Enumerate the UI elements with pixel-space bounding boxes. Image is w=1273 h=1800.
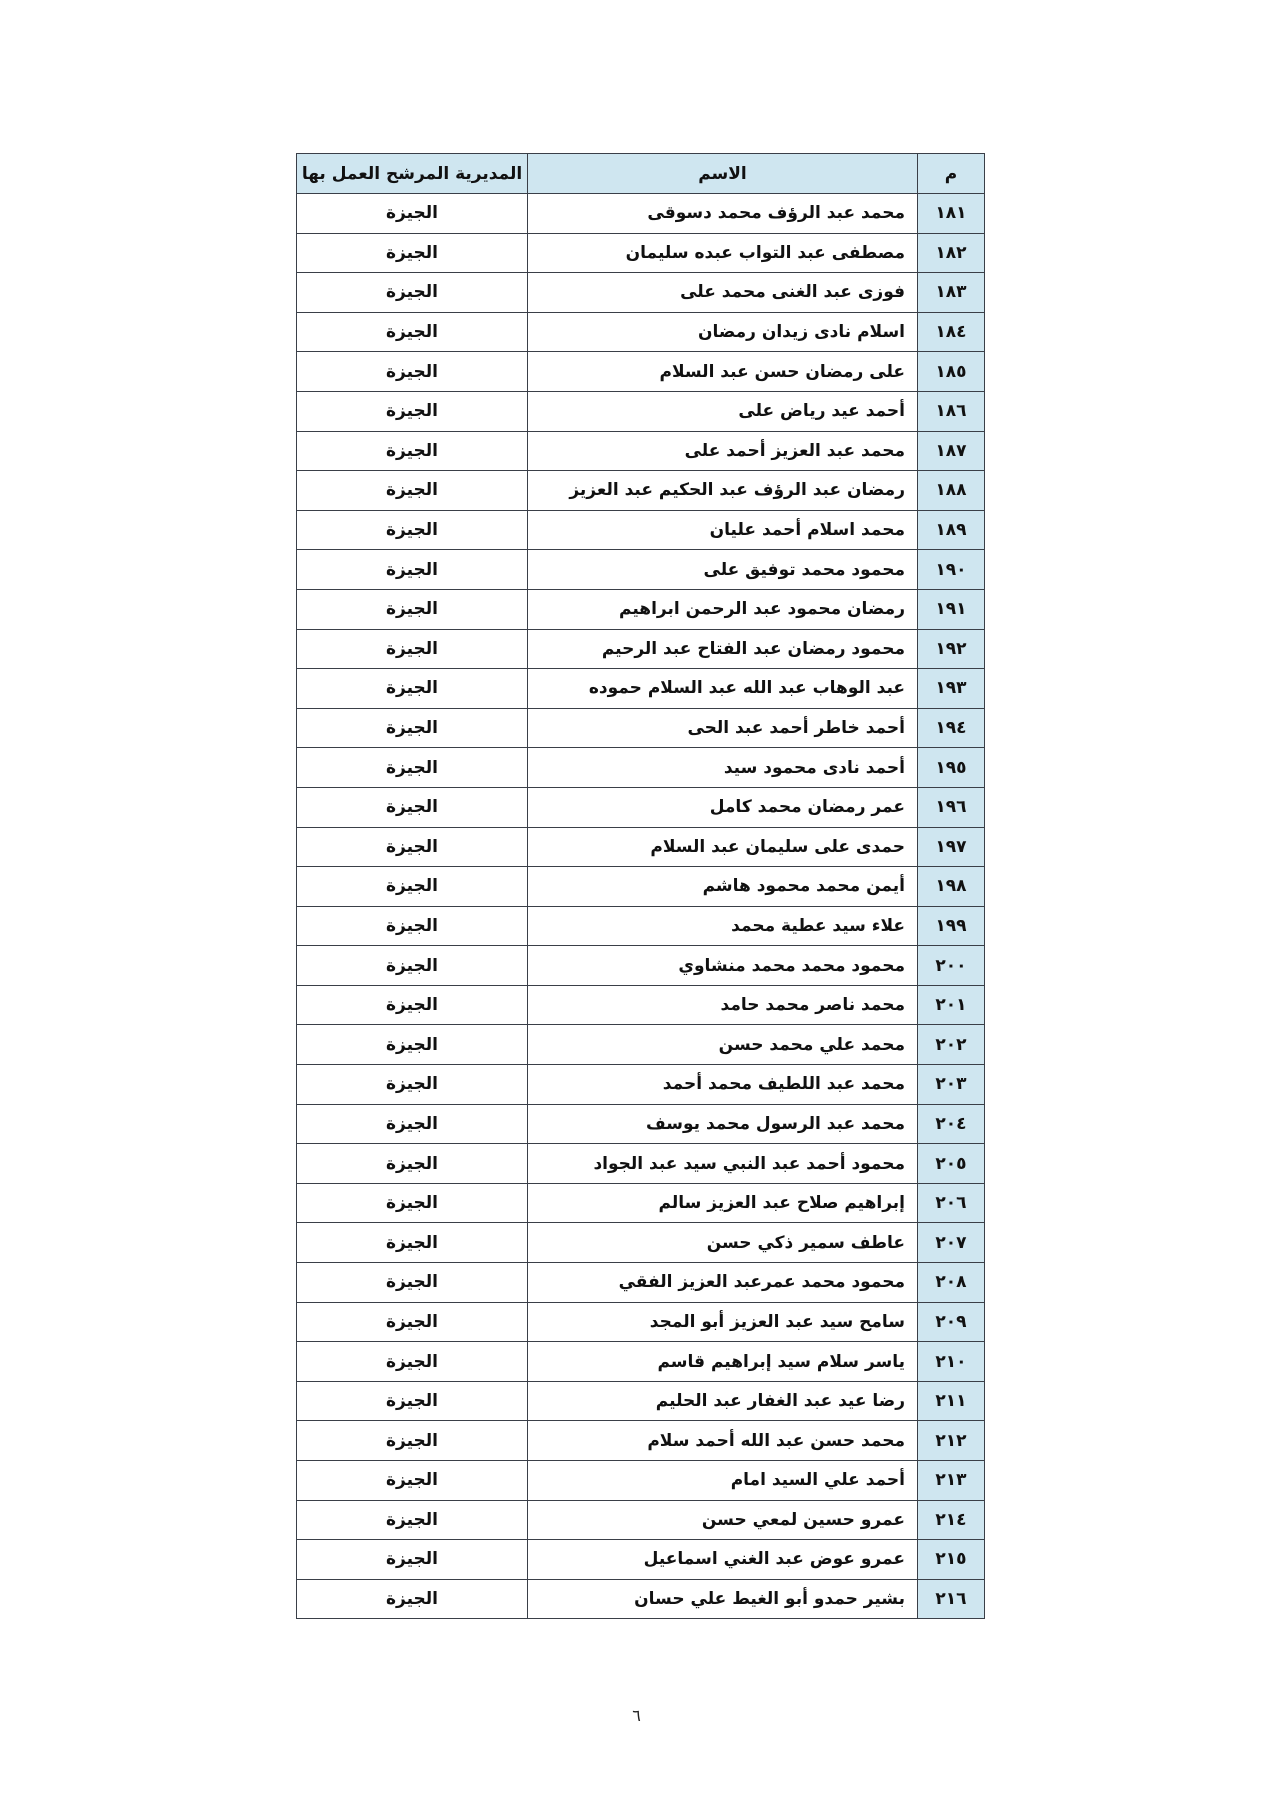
table-row (297, 1540, 985, 1580)
row-name: محمد عبد العزيز أحمد على (528, 431, 918, 471)
row-number: ٢٠٠ (918, 946, 985, 986)
row-name: محمد ناصر محمد حامد (528, 985, 918, 1025)
row-directorate: الجيزة (297, 233, 528, 273)
row-name: اسلام نادى زيدان رمضان (528, 312, 918, 352)
candidates-table (296, 153, 985, 1619)
row-number: ١٩٦ (918, 787, 985, 827)
row-directorate: الجيزة (297, 1025, 528, 1065)
table-row (297, 352, 985, 392)
row-name: محمد اسلام أحمد عليان (528, 510, 918, 550)
row-number: ٢٠١ (918, 985, 985, 1025)
header-directorate: المديرية المرشح العمل بها (297, 154, 528, 194)
table-row (297, 510, 985, 550)
row-name: عمرو حسين لمعي حسن (528, 1500, 918, 1540)
table-row (297, 1342, 985, 1382)
table-row (297, 194, 985, 234)
row-directorate: الجيزة (297, 748, 528, 788)
row-name: رضا عيد عبد الغفار عبد الحليم (528, 1381, 918, 1421)
row-directorate: الجيزة (297, 1540, 528, 1580)
row-number: ٢٠٩ (918, 1302, 985, 1342)
row-directorate: الجيزة (297, 1421, 528, 1461)
table-row (297, 550, 985, 590)
row-name: مصطفى عبد التواب عبده سليمان (528, 233, 918, 273)
row-name: أحمد عيد رياض على (528, 391, 918, 431)
row-directorate: الجيزة (297, 1065, 528, 1105)
row-directorate: الجيزة (297, 629, 528, 669)
row-directorate: الجيزة (297, 1183, 528, 1223)
table-row (297, 1461, 985, 1501)
row-name: عاطف سمير ذكي حسن (528, 1223, 918, 1263)
row-number: ١٩٧ (918, 827, 985, 867)
table-row (297, 1500, 985, 1540)
row-directorate: الجيزة (297, 273, 528, 313)
table-row (297, 1025, 985, 1065)
row-name: محمد عبد الرسول محمد يوسف (528, 1104, 918, 1144)
row-name: ياسر سلام سيد إبراهيم قاسم (528, 1342, 918, 1382)
row-number: ١٩٨ (918, 867, 985, 907)
table-row (297, 867, 985, 907)
row-name: عبد الوهاب عبد الله عبد السلام حموده (528, 669, 918, 709)
row-number: ١٩٤ (918, 708, 985, 748)
row-directorate: الجيزة (297, 867, 528, 907)
row-number: ١٨٦ (918, 391, 985, 431)
row-number: ١٩١ (918, 589, 985, 629)
row-name: فوزى عبد الغنى محمد على (528, 273, 918, 313)
row-name: أيمن محمد محمود هاشم (528, 867, 918, 907)
row-number: ١٩٠ (918, 550, 985, 590)
row-name: على رمضان حسن عبد السلام (528, 352, 918, 392)
table-row (297, 471, 985, 511)
row-number: ٢٠٥ (918, 1144, 985, 1184)
row-directorate: الجيزة (297, 985, 528, 1025)
table-body (297, 194, 985, 1619)
row-number: ٢١٤ (918, 1500, 985, 1540)
row-number: ٢١٦ (918, 1579, 985, 1619)
row-number: ١٩٥ (918, 748, 985, 788)
row-directorate: الجيزة (297, 946, 528, 986)
row-name: أحمد نادى محمود سيد (528, 748, 918, 788)
table-row (297, 1065, 985, 1105)
header-number: م (918, 154, 985, 194)
row-directorate: الجيزة (297, 589, 528, 629)
row-number: ٢٠٧ (918, 1223, 985, 1263)
table-row (297, 1144, 985, 1184)
row-number: ١٨٣ (918, 273, 985, 313)
row-name: محمد عبد اللطيف محمد أحمد (528, 1065, 918, 1105)
row-name: محمود محمد توفيق على (528, 550, 918, 590)
row-directorate: الجيزة (297, 827, 528, 867)
row-directorate: الجيزة (297, 510, 528, 550)
table-row (297, 1104, 985, 1144)
row-name: علاء سيد عطية محمد (528, 906, 918, 946)
row-number: ١٨٤ (918, 312, 985, 352)
row-directorate: الجيزة (297, 906, 528, 946)
row-directorate: الجيزة (297, 1104, 528, 1144)
row-number: ٢٠٣ (918, 1065, 985, 1105)
row-directorate: الجيزة (297, 669, 528, 709)
row-name: عمر رمضان محمد كامل (528, 787, 918, 827)
table-row (297, 946, 985, 986)
table-row (297, 233, 985, 273)
row-name: إبراهيم صلاح عبد العزيز سالم (528, 1183, 918, 1223)
table-row (297, 629, 985, 669)
table-row (297, 431, 985, 471)
row-number: ١٨٧ (918, 431, 985, 471)
row-name: عمرو عوض عبد الغني اسماعيل (528, 1540, 918, 1580)
row-directorate: الجيزة (297, 708, 528, 748)
row-number: ٢١٠ (918, 1342, 985, 1382)
row-name: محمد عبد الرؤف محمد دسوقى (528, 194, 918, 234)
table-row (297, 787, 985, 827)
table-row (297, 748, 985, 788)
row-name: بشير حمدو أبو الغيط علي حسان (528, 1579, 918, 1619)
row-name: محمود محمد محمد منشاوي (528, 946, 918, 986)
row-number: ١٨٨ (918, 471, 985, 511)
candidates-table-container (296, 153, 984, 1619)
row-directorate: الجيزة (297, 194, 528, 234)
table-row (297, 906, 985, 946)
row-directorate: الجيزة (297, 787, 528, 827)
row-number: ٢١٥ (918, 1540, 985, 1580)
row-name: حمدى على سليمان عبد السلام (528, 827, 918, 867)
row-name: رمضان عبد الرؤف عبد الحكيم عبد العزيز (528, 471, 918, 511)
row-number: ١٨١ (918, 194, 985, 234)
row-directorate: الجيزة (297, 550, 528, 590)
row-name: رمضان محمود عبد الرحمن ابراهيم (528, 589, 918, 629)
row-number: ٢١٣ (918, 1461, 985, 1501)
table-row (297, 391, 985, 431)
row-directorate: الجيزة (297, 1461, 528, 1501)
row-number: ١٩٢ (918, 629, 985, 669)
row-number: ١٩٩ (918, 906, 985, 946)
row-number: ٢١١ (918, 1381, 985, 1421)
row-number: ٢٠٤ (918, 1104, 985, 1144)
row-directorate: الجيزة (297, 1263, 528, 1303)
table-row (297, 589, 985, 629)
table-row (297, 827, 985, 867)
header-name: الاسم (528, 154, 918, 194)
row-name: محمد حسن عبد الله أحمد سلام (528, 1421, 918, 1461)
table-row (297, 1263, 985, 1303)
table-row (297, 312, 985, 352)
row-directorate: الجيزة (297, 1500, 528, 1540)
table-row (297, 1421, 985, 1461)
table-row (297, 1183, 985, 1223)
table-row (297, 985, 985, 1025)
row-directorate: الجيزة (297, 431, 528, 471)
row-name: أحمد خاطر أحمد عبد الحى (528, 708, 918, 748)
row-directorate: الجيزة (297, 1381, 528, 1421)
row-name: أحمد علي السيد امام (528, 1461, 918, 1501)
row-number: ٢١٢ (918, 1421, 985, 1461)
row-directorate: الجيزة (297, 1579, 528, 1619)
table-header-row (297, 154, 985, 194)
row-directorate: الجيزة (297, 1302, 528, 1342)
row-name: محمود رمضان عبد الفتاح عبد الرحيم (528, 629, 918, 669)
row-name: محمد علي محمد حسن (528, 1025, 918, 1065)
row-directorate: الجيزة (297, 1223, 528, 1263)
row-number: ٢٠٢ (918, 1025, 985, 1065)
table-row (297, 1579, 985, 1619)
row-name: محمود محمد عمرعبد العزيز الفقي (528, 1263, 918, 1303)
row-number: ١٩٣ (918, 669, 985, 709)
table-row (297, 1223, 985, 1263)
row-directorate: الجيزة (297, 391, 528, 431)
table-row (297, 273, 985, 313)
row-directorate: الجيزة (297, 471, 528, 511)
table-row (297, 708, 985, 748)
row-directorate: الجيزة (297, 352, 528, 392)
row-number: ١٨٩ (918, 510, 985, 550)
row-directorate: الجيزة (297, 312, 528, 352)
table-row (297, 1302, 985, 1342)
table-row (297, 669, 985, 709)
row-name: محمود أحمد عبد النبي سيد عبد الجواد (528, 1144, 918, 1184)
row-number: ١٨٥ (918, 352, 985, 392)
row-number: ٢٠٨ (918, 1263, 985, 1303)
row-directorate: الجيزة (297, 1342, 528, 1382)
row-number: ١٨٢ (918, 233, 985, 273)
page-number: ٦ (632, 1706, 641, 1725)
row-directorate: الجيزة (297, 1144, 528, 1184)
row-name: سامح سيد عبد العزيز أبو المجد (528, 1302, 918, 1342)
table-row (297, 1381, 985, 1421)
row-number: ٢٠٦ (918, 1183, 985, 1223)
